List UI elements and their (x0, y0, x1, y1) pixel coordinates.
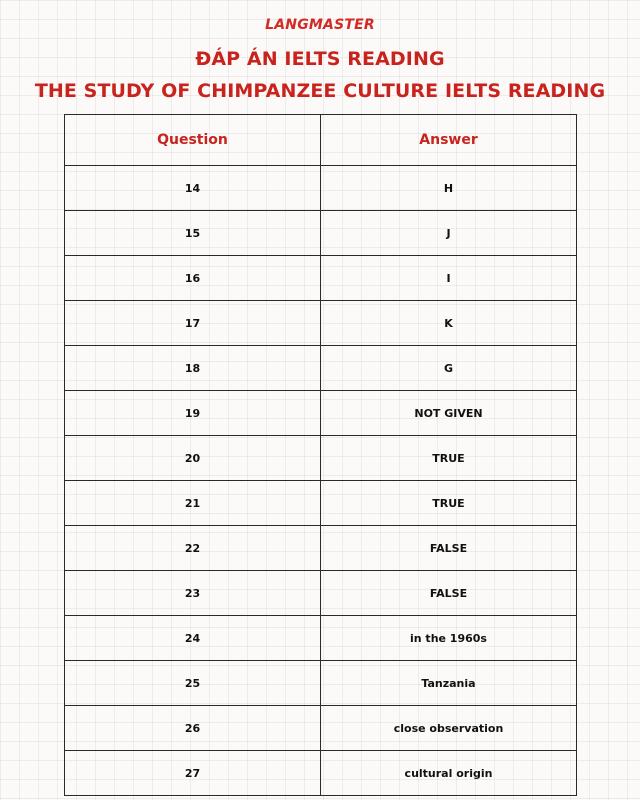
question-cell: 24 (65, 616, 321, 661)
question-cell: 20 (65, 436, 321, 481)
question-cell: 17 (65, 301, 321, 346)
answer-cell: in the 1960s (321, 616, 577, 661)
question-cell: 19 (65, 391, 321, 436)
table-header-row (65, 115, 577, 166)
answer-table (64, 114, 577, 796)
table-row (65, 436, 577, 481)
column-header-answer: Answer (321, 115, 577, 166)
question-cell: 18 (65, 346, 321, 391)
question-cell: 23 (65, 571, 321, 616)
table-row (65, 706, 577, 751)
table-row (65, 211, 577, 256)
question-cell: 27 (65, 751, 321, 796)
answer-cell: TRUE (321, 481, 577, 526)
table-row (65, 481, 577, 526)
answer-cell: K (321, 301, 577, 346)
brand-logo: LANGMASTER (265, 17, 375, 33)
question-cell: 25 (65, 661, 321, 706)
table-row (65, 661, 577, 706)
page-subtitle: THE STUDY OF CHIMPANZEE CULTURE IELTS READING (34, 80, 606, 102)
question-cell: 16 (65, 256, 321, 301)
table-row (65, 256, 577, 301)
question-cell: 21 (65, 481, 321, 526)
table-row (65, 526, 577, 571)
table-row (65, 346, 577, 391)
answer-cell: H (321, 166, 577, 211)
page-title: ĐÁP ÁN IELTS READING (195, 48, 445, 70)
answer-cell: cultural origin (321, 751, 577, 796)
table-row (65, 571, 577, 616)
answer-cell: Tanzania (321, 661, 577, 706)
table-row (65, 751, 577, 796)
table-row (65, 616, 577, 661)
answer-cell: TRUE (321, 436, 577, 481)
table-row (65, 301, 577, 346)
table-row (65, 166, 577, 211)
question-cell: 22 (65, 526, 321, 571)
answer-cell: FALSE (321, 526, 577, 571)
table-row (65, 391, 577, 436)
question-cell: 14 (65, 166, 321, 211)
question-cell: 15 (65, 211, 321, 256)
answer-cell: close observation (321, 706, 577, 751)
answer-cell: FALSE (321, 571, 577, 616)
answer-cell: G (321, 346, 577, 391)
question-cell: 26 (65, 706, 321, 751)
answer-cell: NOT GIVEN (321, 391, 577, 436)
answer-cell: J (321, 211, 577, 256)
column-header-question: Question (65, 115, 321, 166)
answer-cell: I (321, 256, 577, 301)
